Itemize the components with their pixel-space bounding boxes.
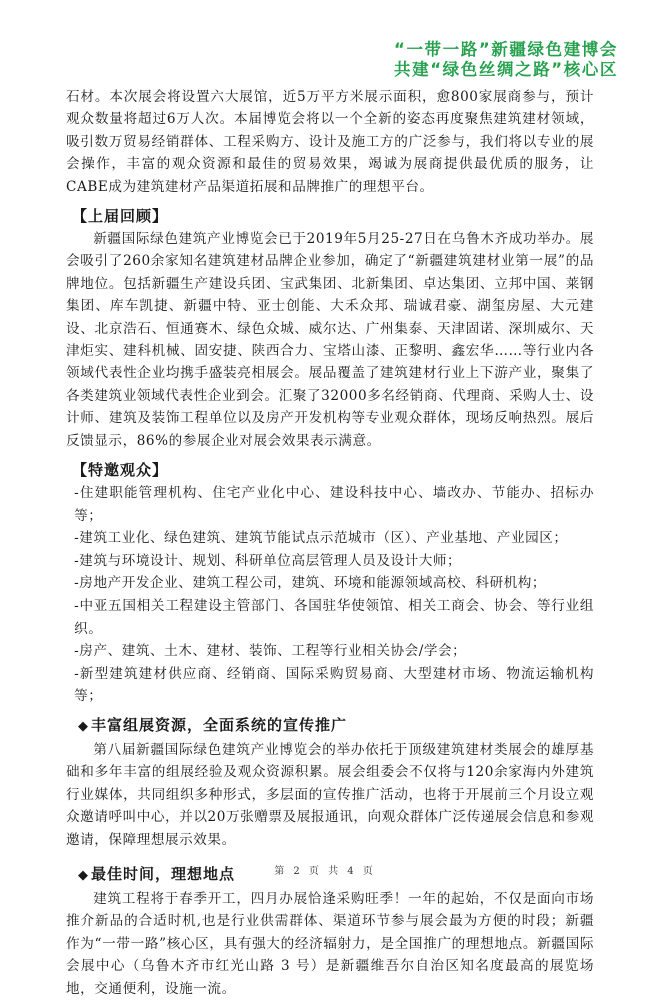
page-header — [394, 40, 618, 80]
review-paragraph: 新疆国际绿色建筑产业博览会已于2019年5月25-27日在乌鲁木齐成功举办。展会吸引了260余家知名建筑建材品牌企业参加，确定了“新疆建筑建材业第一展”的品牌地位。包括新疆生产建设兵团、宝武集团、北新集团、卓达集团、立邦中国、莱钢集团、库车凯捷、新疆中特、亚士创能、大禾众邦、瑞诚君豪、湖玺房屋、大元建设、北京浩石、恒通赛木、绿色众城、威尔达、广州集泰、天津固诺、深圳威尔、天津炬实、建科机械、固安捷、陕西合力、宝塔山漆、正黎明、鑫宏华……等行业内各领域代表性企业均携手盛装亮相展会。展品覆盖了建筑建材行业上下游产业，聚集了各类建筑业领域代表性企业到会。汇聚了32000多名经销商、代理商、采购人士、设计师、建筑及装饰工程单位以及房产开发机构等专业观众群体，现场反响热烈。展后反馈显示，86%的参展企业对展会效果表示满意。 — [66, 231, 594, 449]
section-heading-audience: 【特邀观众】 — [72, 461, 169, 480]
list-item: -房地产开发企业、建筑工程公司，建筑、环境和能源领域高校、科研机构； — [74, 575, 547, 592]
diamond-bullet-icon: ◆ — [78, 719, 89, 735]
header-title-line1: “一带一路”新疆绿色建博会 — [394, 40, 618, 59]
header-title-line2: 共建“绿色丝绸之路”核心区 — [394, 60, 618, 79]
list-item: -建筑与环境设计、规划、科研单位高层管理人员及设计大师； — [74, 552, 462, 569]
section-heading-promotion-text: 丰富组展资源，全面系统的宣传推广 — [91, 716, 348, 735]
list-item: -建筑工业化、绿色建筑、建筑节能试点示范城市（区）、产业基地、产业园区； — [74, 530, 568, 547]
section-heading-location-text: 最佳时间，理想地点 — [91, 865, 236, 884]
promotion-paragraph: 第八届新疆国际绿色建筑产业博览会的举办依托于顶级建筑建材类展会的雄厚基础和多年丰富的组展经验及观众资源积累。展会组委会不仅将与120余家海内外建筑行业媒体，共同组织多种形式，多层面的宣传推广活动，也将于开展前三个月设立观众邀请呼叫中心，并以20万张赠票及展报通讯，向观众群体广泛传递展会信息和参观邀请，保障理想展示效果。 — [66, 742, 594, 848]
location-paragraph: 建筑工程将于春季开工，四月办展恰逢采购旺季！一年的起始，不仅是面向市场推介新品的合适时机,也是行业供需群体、渠道环节参与展会最为方便的时段；新疆作为“一带一路”核心区，具有强大的经济辐射力，是全国推广的理想地点。新疆国际会展中心（乌鲁木齐市红光山路 3 号）是新疆维吾尔自治区知名度最高的展览场地，交通便利，设施一流。 — [66, 891, 594, 997]
list-item: -中亚五国相关工程建设主管部门、各国驻华使领馆、相关工商会、协会、等行业组织。 — [74, 598, 594, 637]
intro-paragraph: 石材。本次展会将设置六大展馆，近5万平方米展示面积，愈800家展商参与，预计观众数量将超过6万人次。本届博览会将以一个全新的姿态再度聚焦建筑建材领域，吸引数万贸易经销群体、工程采购方、设计及施工方的广泛参与，我们将以专业的展会操作，丰富的观众资源和最佳的贸易效果，竭诚为展商提供最优质的服务，让CABE成为建筑建材产品渠道拓展和品牌推广的理想平台。 — [66, 89, 594, 195]
diamond-bullet-icon: ◆ — [78, 868, 89, 884]
section-heading-review: 【上届回顾】 — [72, 207, 169, 226]
list-item: -新型建筑建材供应商、经销商、国际采购贸易商、大型建材市场、物流运输机构等； — [74, 665, 594, 705]
audience-list — [66, 482, 594, 708]
list-item: -房产、建筑、土木、建材、装饰、工程等行业相关协会/学会； — [74, 643, 467, 660]
list-item: -住建职能管理机构、住宅产业化中心、建设科技中心、墙改办、节能办、招标办等； — [74, 485, 594, 524]
page-number-footer: 第 2 页 共 4 页 — [274, 866, 376, 877]
section-heading-promotion — [66, 714, 594, 738]
